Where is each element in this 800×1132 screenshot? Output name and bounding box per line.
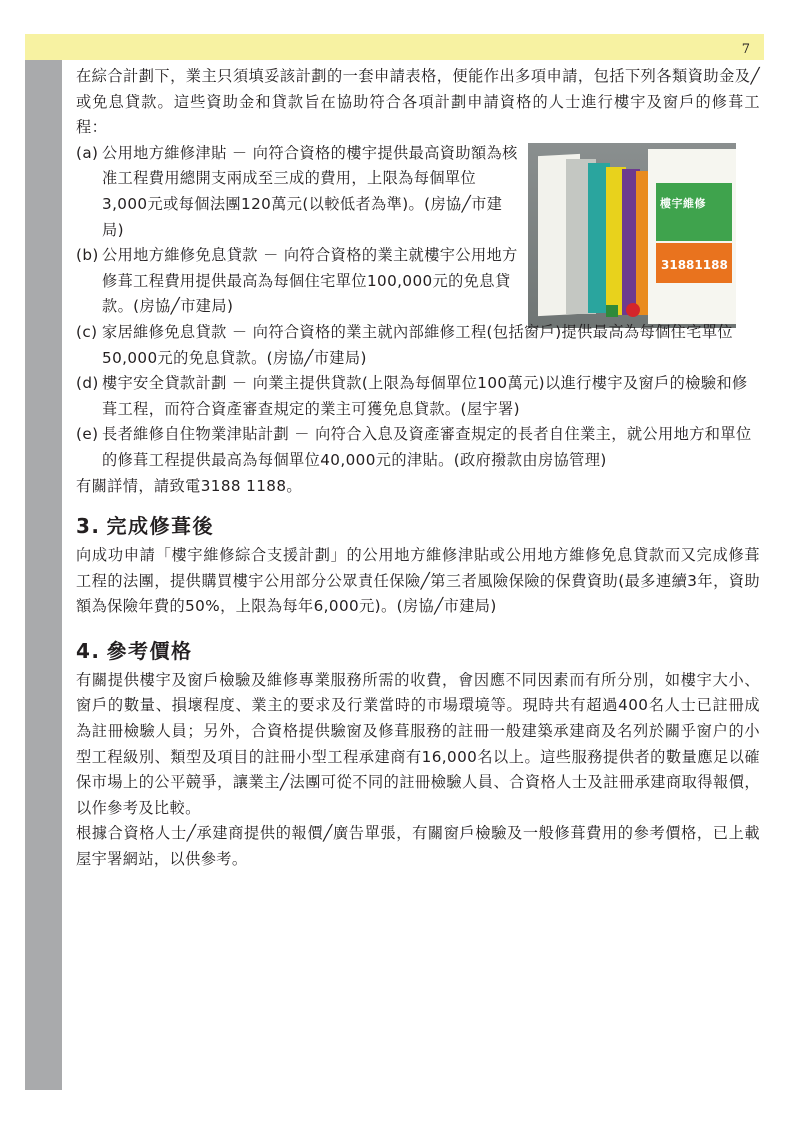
main-content [76,64,760,873]
list-marker: (a) [76,143,99,162]
list-item-e [76,422,760,473]
leaflet-main-title: 樓宇維修 [660,197,706,210]
section-number: 3. [76,514,101,539]
list-item-a [76,141,518,243]
section-4-body-1: 有關提供樓宇及窗戶檢驗及維修專業服務所需的收費，會因應不同因素而有所分別，如樓宇大小、窗戶的數量、損壞程度、業主的要求及行業當時的市場環境等。現時共有超過400名人士已註冊成為註冊檢驗人員；另外，合資格提供驗窗及修葺服務的註冊一般建築承建商及名列於關乎窗户的小型工程級別、類型及項目的註冊小型工程承建商有16,000名以上。這些服務提供者的數量應足以確保市場上的公平競爭，讓業主╱法團可從不同的註冊檢驗人員、合資格人士及註冊承建商取得報價，以作參考及比較。 [76,670,760,817]
top-color-band [25,34,764,60]
list-item-text: 公用地方維修免息貸款 － 向符合資格的業主就樓宇公用地方修葺工程費用提供最高為每個住宅單位100,000元的免息貸款。(房協╱市建局) [102,246,518,316]
list-item-text: 家居維修免息貸款 － 向符合資格的業主就內部維修工程(包括窗戶)提供最高為每個住宅單位50,000元的免息貸款。(房協╱市建局) [102,322,734,367]
section-number: 4. [76,638,101,663]
section-3-body: 向成功申請「樓宇維修綜合支援計劃」的公用地方維修津貼或公用地方維修免息貸款而又完成修葺工程的法團，提供購買樓宇公用部分公眾責任保險╱第三者風險保險的保費資助(最多連續3年，資助額為保險年費的50%，上限為每年6,000元)。(房協╱市建局) [76,546,760,616]
list-item-d [76,371,760,422]
list-item-b [76,243,518,320]
left-side-bar [25,60,62,1090]
section-title: 參考價格 [106,638,193,663]
list-item-text: 樓宇安全貸款計劃 － 向業主提供貸款(上限為每個單位100萬元)以進行樓宇及窗戶的檢驗和修葺工程，而符合資產審查規定的業主可獲免息貸款。(屋宇署) [102,374,748,418]
list-item-c [76,320,760,371]
scheme-list [76,141,760,474]
list-marker: (d) [76,374,99,393]
list-marker: (e) [76,425,99,444]
section-4-body-2: 根據合資格人士╱承建商提供的報價╱廣告單張，有關窗戶檢驗及一般修葺費用的參考價格，已上載屋宇署網站，以供參考。 [76,824,760,869]
list-marker: (c) [76,322,98,341]
section-3-heading [76,513,760,539]
page-number: 7 [741,42,750,57]
section-title: 完成修葺後 [106,514,215,539]
contact-line: 有關詳情，請致電3188 1188。 [76,476,303,495]
list-item-text: 公用地方維修津貼 － 向符合資格的樓宇提供最高資助額為核准工程費用總開支兩成至三成的費用，上限為每個單位3,000元或每個法團120萬元(以較低者為準)。(房協╱市建局) [102,143,518,239]
intro-paragraph: 在綜合計劃下，業主只須填妥該計劃的一套申請表格，便能作出多項申請，包括下列各類資助金及╱或免息貸款。這些資助金和貸款旨在協助符合各項計劃申請資格的人士進行樓宇及窗戶的修葺工程： [76,67,760,137]
leaflet-hotline: 31881188 [661,258,728,272]
list-item-text: 長者維修自住物業津貼計劃 － 向符合入息及資產審查規定的長者自住業主，就公用地方和單位的修葺工程提供最高為每個單位40,000元的津貼。(政府撥款由房協管理) [102,425,752,469]
section-4-heading [76,638,760,664]
list-marker: (b) [76,246,99,265]
